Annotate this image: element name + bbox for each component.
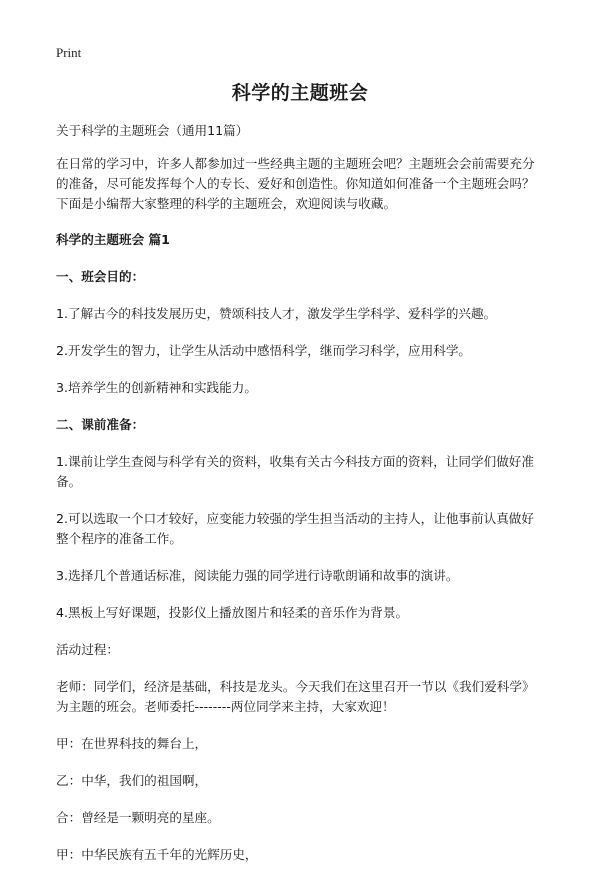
prep-item: 2.可以选取一个口才较好，应变能力较强的学生担当活动的主持人，让他事前认真做好整个程序的准备工作。 [56, 511, 534, 546]
prep-item: 4.黑板上写好课题，投影仪上播放图片和轻柔的音乐作为背景。 [56, 605, 409, 620]
print-link[interactable]: Print [56, 45, 82, 60]
activity-heading: 活动过程： [56, 642, 119, 657]
dialogue-line: 甲：中华民族有五千年的光辉历史， [56, 847, 258, 862]
article-subtitle: 关于科学的主题班会（通用11篇） [56, 123, 249, 138]
goal-item: 1.了解古今的科技发展历史，赞颂科技人才，激发学生学科学、爱科学的兴趣。 [56, 306, 497, 321]
dialogue-line: 乙：中华，我们的祖国啊， [56, 773, 208, 788]
intro-paragraph: 在日常的学习中，许多人都参加过一些经典主题的主题班会吧？主题班会会前需要充分的准备，尽可能发挥每个人的专长、爱好和创造性。你知道如何准备一个主题班会吗？下面是小编帮大家整理的科学的主题班会，欢迎阅读与收藏。 [56, 156, 535, 211]
prep-item: 1.课前让学生查阅与科学有关的资料，收集有关古今科技方面的资料，让同学们做好准备。 [56, 454, 534, 489]
dialogue-line: 合：曾经是一颗明亮的星座。 [56, 810, 220, 825]
goal-item: 2.开发学生的智力，让学生从活动中感悟科学，继而学习科学，应用科学。 [56, 343, 472, 358]
dialogue-line: 老师：同学们，经济是基础，科技是龙头。今天我们在这里召开一节以《我们爱科学》为主题的班会。老师委托--------两位同学来主持，大家欢迎！ [56, 679, 535, 714]
article-body [56, 121, 546, 882]
prep-heading: 二、课前准备： [56, 417, 145, 432]
prep-item: 3.选择几个普通话标准，阅读能力强的同学进行诗歌朗诵和故事的演讲。 [56, 568, 459, 583]
goal-item: 3.培养学生的创新精神和实践能力。 [56, 380, 257, 395]
goals-heading: 一、班会目的： [56, 269, 145, 284]
dialogue-line: 甲：在世界科技的舞台上， [56, 736, 208, 751]
section-title: 科学的主题班会 篇1 [56, 232, 170, 247]
page-title: 科学的主题班会 [231, 82, 369, 104]
